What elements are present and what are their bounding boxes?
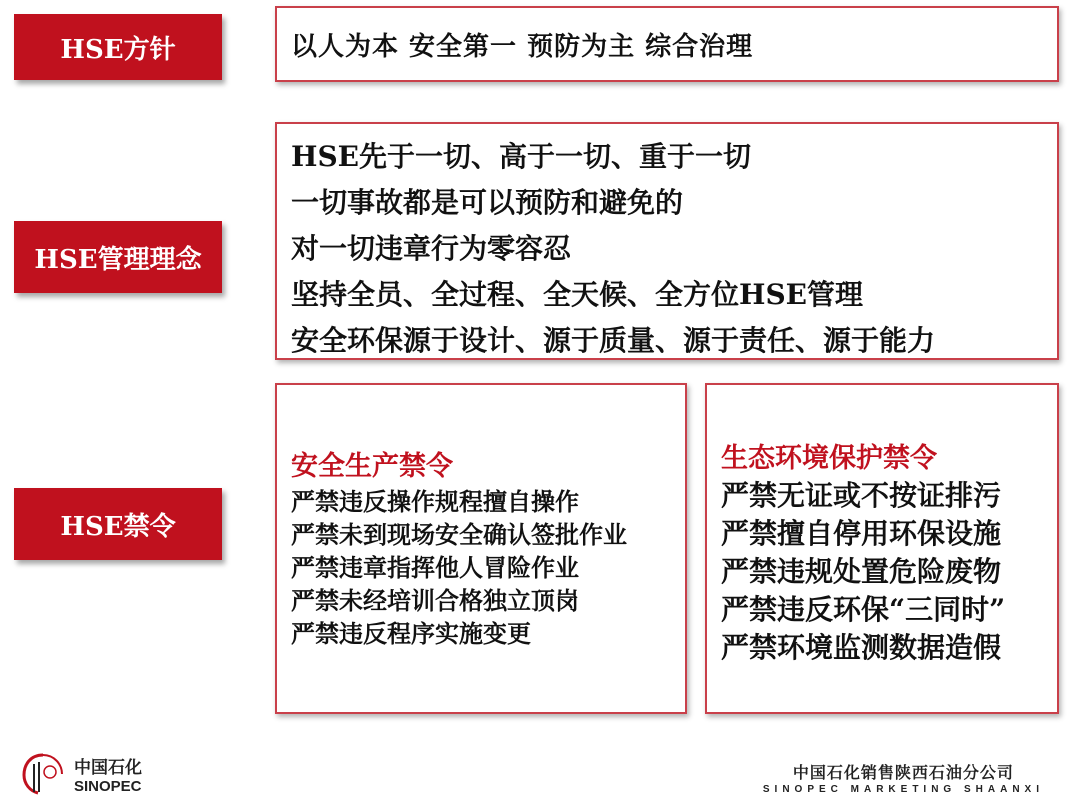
safety-prohibition-item: 严禁违章指挥他人冒险作业 [291,553,579,582]
safety-prohibition-item: 严禁未到现场安全确认签批作业 [291,520,627,549]
safety-prohibition-item: 严禁违反程序实施变更 [291,619,531,648]
hse-philosophy-label-text: HSE管理理念 [34,244,202,275]
philosophy-item: 对一切违章行为零容忍 [291,232,572,265]
sinopec-emblem-icon [20,752,66,796]
environment-prohibitions-list [721,477,1005,667]
sinopec-logo [20,752,142,796]
environment-prohibitions [721,441,1005,667]
company-name-en: SINOPEC MARKETING SHAANXI [762,784,1044,795]
hse-policy-label-text: HSE方针 [60,34,176,65]
environment-prohibition-item: 严禁无证或不按证排污 [721,479,1002,512]
hse-philosophy-list [277,124,1057,364]
environment-prohibition-item: 严禁违规处置危险废物 [721,555,1002,588]
hse-prohibitions-label [14,488,222,560]
company-name-zh: 中国石化销售陕西石油分公司 [792,765,1014,782]
philosophy-item: 一切事故都是可以预防和避免的 [291,186,684,219]
philosophy-item: HSE先于一切、高于一切、重于一切 [291,140,752,173]
safety-prohibitions-box [275,383,687,714]
hse-philosophy-label [14,221,222,293]
hse-policy-label [14,14,222,80]
hse-philosophy-box [275,122,1059,360]
safety-prohibitions-list [291,485,627,650]
company-name [763,764,1044,796]
philosophy-item: 坚持全员、全过程、全天候、全方位HSE管理 [291,278,864,311]
safety-prohibitions [291,449,627,650]
safety-prohibitions-title: 安全生产禁令 [291,451,453,482]
logo-name-en: SINOPEC [74,778,142,795]
hse-prohibitions-label-text: HSE禁令 [60,511,176,542]
environment-prohibitions-box [705,383,1059,714]
environment-prohibitions-title: 生态环境保护禁令 [721,443,937,474]
logo-name-zh: 中国石化 [74,758,142,777]
hse-policy-box [275,6,1059,82]
safety-prohibition-item: 严禁违反操作规程擅自操作 [291,487,579,516]
philosophy-item: 安全环保源于设计、源于质量、源于责任、源于能力 [291,324,936,357]
hse-policy-text: 以人为本 安全第一 预防为主 综合治理 [291,31,754,62]
environment-prohibition-item: 严禁擅自停用环保设施 [721,517,1002,550]
safety-prohibition-item: 严禁未经培训合格独立顶岗 [291,586,579,615]
environment-prohibition-item: 严禁违反环保“三同时” [721,593,1006,626]
environment-prohibition-item: 严禁环境监测数据造假 [721,631,1002,664]
